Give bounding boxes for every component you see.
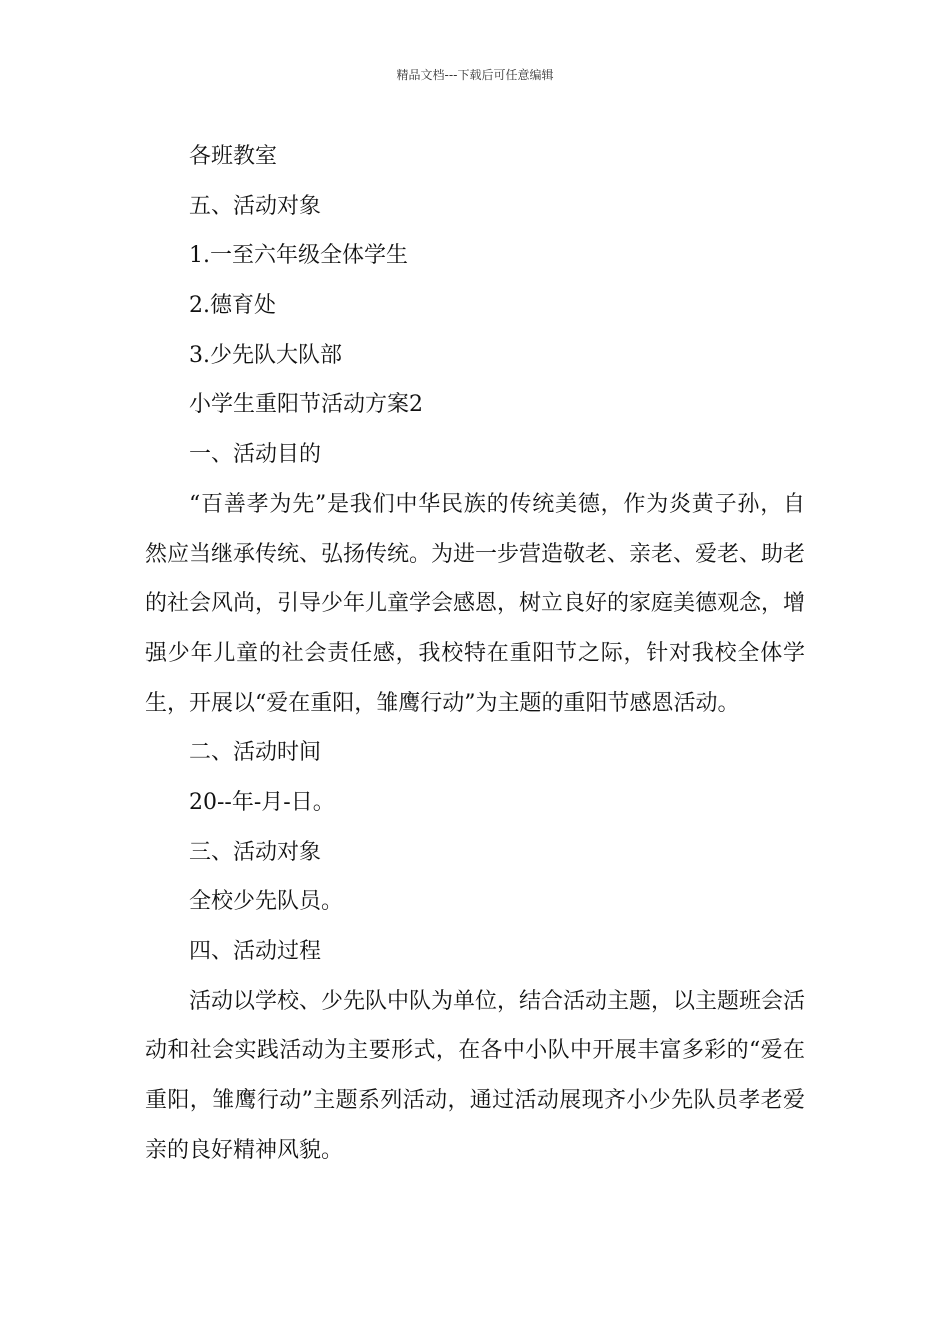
document-body (145, 132, 805, 1176)
paragraph-purpose: “百善孝为先”是我们中华民族的传统美德，作为炎黄子孙，自然应当继承传统、弘扬传统。为进一步营造敬老、亲老、爱老、助老的社会风尚，引导少年儿童学会感恩，树立良好的家庭美德观念，增强少年儿童的社会责任感，我校特在重阳节之际，针对我校全体学生，开展以“爱在重阳，雏鹰行动”为主题的重阳节感恩活动。 (145, 491, 806, 716)
section-heading-target: 三、活动对象 (189, 839, 322, 865)
section-heading-time: 二、活动时间 (189, 740, 322, 766)
text-line-classrooms: 各班教室 (189, 144, 278, 169)
document-title-plan-2: 小学生重阳节活动方案2 (189, 392, 423, 418)
section-heading-activity-target: 五、活动对象 (189, 193, 322, 219)
list-item-students: 1.一至六年级全体学生 (189, 243, 408, 269)
list-item-moral-office: 2.德育处 (189, 293, 276, 319)
page-header: 精品文档---下载后可任意编辑 (396, 68, 554, 82)
section-heading-purpose: 一、活动目的 (189, 442, 322, 468)
text-line-all-pioneers: 全校少先队员。 (189, 889, 344, 915)
list-item-pioneers: 3.少先队大队部 (189, 342, 342, 368)
paragraph-process: 活动以学校、少先队中队为单位，结合活动主题，以主题班会活动和社会实践活动为主要形式，在各中小队中开展丰富多彩的“爱在重阳，雏鹰行动”主题系列活动，通过活动展现齐小少先队员孝老爱亲的良好精神风貌。 (145, 988, 806, 1163)
section-heading-process: 四、活动过程 (189, 939, 322, 965)
text-line-date: 20--年-月-日。 (189, 790, 335, 816)
